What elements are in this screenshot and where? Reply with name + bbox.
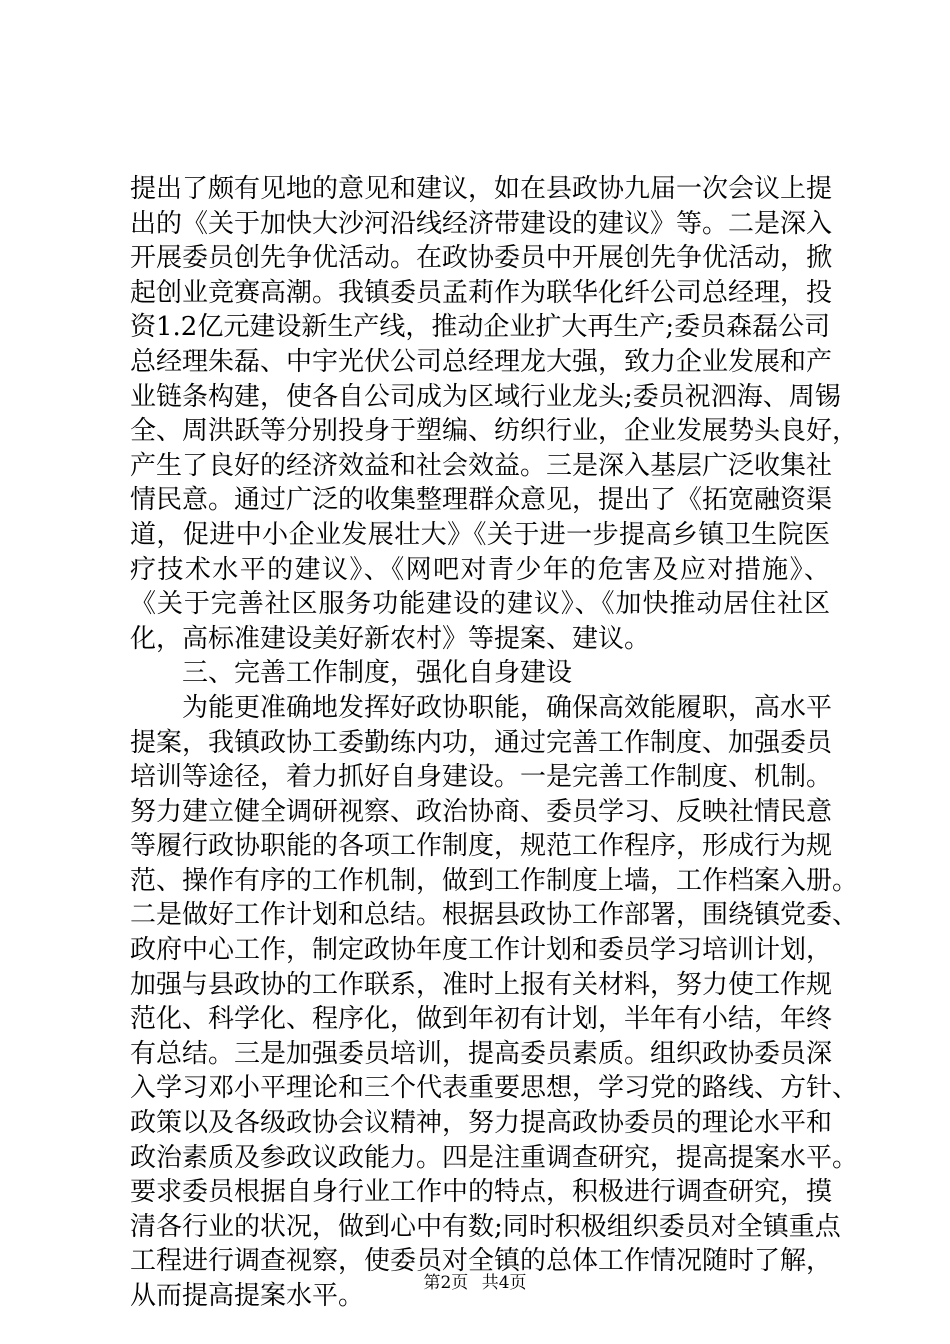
paragraph-line: 总经理朱磊、中宇光伏公司总经理龙大强，致力企业发展和产 xyxy=(130,346,833,377)
paragraph-line: 二是做好工作计划和总结。根据县政协工作部署，围绕镇党委、 xyxy=(130,900,859,931)
section-heading: 三、完善工作制度，强化自身建设 xyxy=(182,658,573,689)
paragraph-line: 产生了良好的经济效益和社会效益。三是深入基层广泛收集社 xyxy=(130,450,833,481)
paragraph-line: 加强与县政协的工作联系，准时上报有关材料，努力使工作规 xyxy=(130,969,833,1000)
paragraph-line: 政策以及各级政协会议精神，努力提高政协委员的理论水平和 xyxy=(130,1108,833,1139)
paragraph-line: 提出了颇有见地的意见和建议，如在县政协九届一次会议上提 xyxy=(130,174,833,204)
paragraph-line: 情民意。通过广泛的收集整理群众意见，提出了《拓宽融资渠 xyxy=(130,485,833,516)
paragraph-line: 疗技术水平的建议》、《网吧对青少年的危害及应对措施》、 xyxy=(130,554,830,585)
paragraph-line: 开展委员创先争优活动。在政协委员中开展创先争优活动，掀 xyxy=(130,243,833,274)
paragraph-line: 为能更准确地发挥好政协职能，确保高效能履职，高水平 xyxy=(182,692,833,723)
paragraph-line: 入学习邓小平理论和三个代表重要思想，学习党的路线、方针、 xyxy=(130,1073,859,1104)
paragraph-line: 起创业竞赛高潮。我镇委员孟莉作为联华化纤公司总经理，投 xyxy=(130,277,833,308)
paragraph-line: 提案，我镇政协工委勤练内功，通过完善工作制度、加强委员 xyxy=(130,727,833,758)
paragraph-line: 工程进行调查视察，使委员对全镇的总体工作情况随时了解， xyxy=(130,1246,833,1277)
page-total: 共4页 xyxy=(481,1273,527,1293)
paragraph-line: 努力建立健全调研视察、政治协商、委员学习、反映社情民意 xyxy=(130,796,833,827)
paragraph-line: 出的《关于加快大沙河沿线经济带建设的建议》等。二是深入 xyxy=(130,208,833,239)
paragraph-line: 有总结。三是加强委员培训，提高委员素质。组织政协委员深 xyxy=(130,1038,833,1069)
paragraph-line: 政府中心工作，制定政协年度工作计划和委员学习培训计划， xyxy=(130,935,833,966)
paragraph-line: 业链条构建，使各自公司成为区域行业龙头;委员祝泗海、周锡 xyxy=(130,381,841,412)
paragraph-line: 培训等途径，着力抓好自身建设。一是完善工作制度、机制。 xyxy=(130,762,833,793)
paragraph-line: 清各行业的状况，做到心中有数;同时积极组织委员对全镇重点 xyxy=(130,1211,841,1242)
paragraph-line: 范、操作有序的工作机制，做到工作制度上墙，工作档案入册。 xyxy=(130,865,859,896)
paragraph-line: 《关于完善社区服务功能建设的建议》、《加快推动居住社区 xyxy=(130,589,830,620)
paragraph-line: 化，高标准建设美好新农村》等提案、建议。 xyxy=(130,623,651,654)
paragraph-line: 全、周洪跃等分别投身于塑编、纺织行业，企业发展势头良好， xyxy=(130,416,859,447)
paragraph-line: 等履行政协职能的各项工作制度，规范工作程序，形成行为规 xyxy=(130,831,833,862)
paragraph-line: 要求委员根据自身行业工作中的特点，积极进行调查研究，摸 xyxy=(130,1177,833,1208)
page-number: 第2页 xyxy=(423,1273,469,1293)
paragraph-line: 政治素质及参政议政能力。四是注重调查研究，提高提案水平。 xyxy=(130,1142,859,1173)
page-footer xyxy=(0,1268,950,1293)
paragraph-line: 从而提高提案水平。 xyxy=(130,1281,365,1311)
paragraph-line: 范化、科学化、程序化，做到年初有计划，半年有小结，年终 xyxy=(130,1004,833,1035)
paragraph-line: 资1.2亿元建设新生产线，推动企业扩大再生产;委员森磊公司 xyxy=(130,312,831,343)
paragraph-line: 道，促进中小企业发展壮大》《关于进一步提高乡镇卫生院医 xyxy=(130,519,830,550)
body-text xyxy=(130,172,859,1314)
